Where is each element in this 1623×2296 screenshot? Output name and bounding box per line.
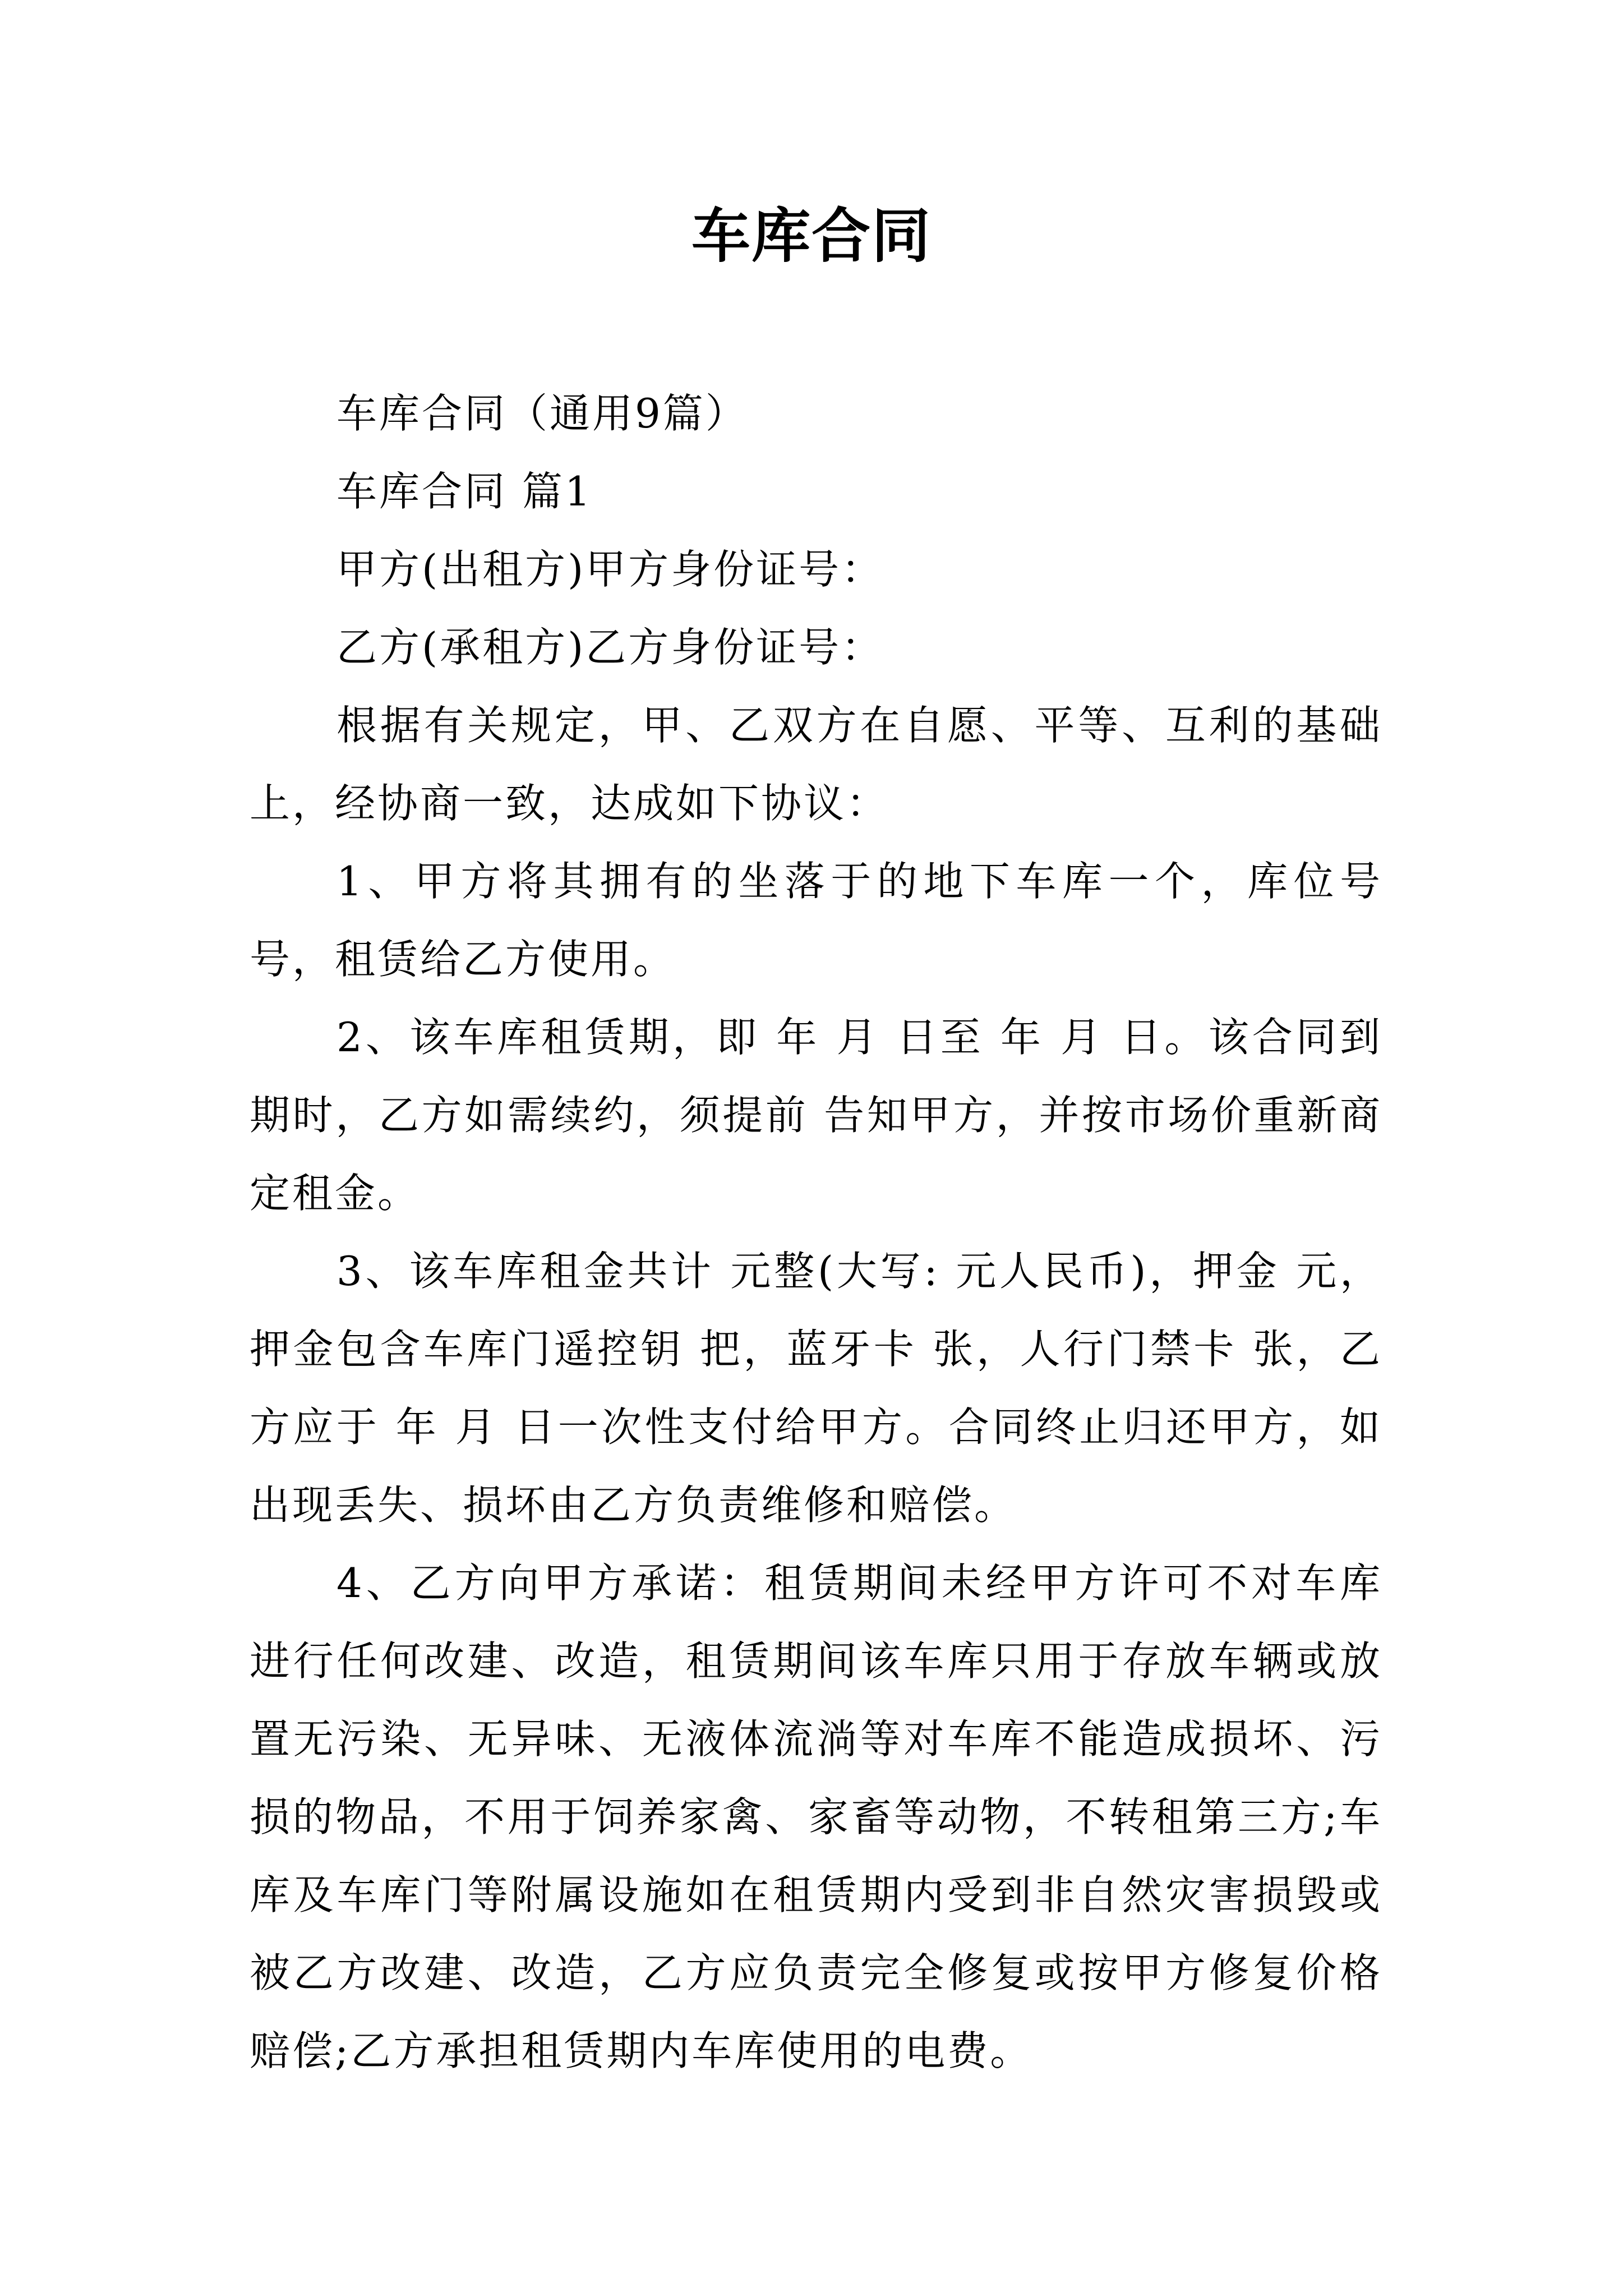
paragraph-clause-1: 1、甲方将其拥有的坐落于的地下车库一个，库位号号，租赁给乙方使用。 [250, 858, 1382, 983]
document-title: 车库合同 [691, 201, 932, 270]
paragraph-section-heading: 车库合同 篇1 [336, 468, 593, 515]
paragraph-clause-4: 4、乙方向甲方承诺：租赁期间未经甲方许可不对车库进行任何改建、改造，租赁期间该车库只用于存放车辆或放置无污染、无异味、无液体流淌等对车库不能造成损坏、污损的物品，不用于饲养家禽、家畜等动物，不转租第三方;车库及车库门等附属设施如在租赁期内受到非自然灾害损毁或被乙方改建、改造，乙方应负责完全修复或按甲方修复价格赔偿;乙方承担租赁期内车库使用的电费。 [250, 1559, 1382, 2074]
paragraph-subtitle: 车库合同（通用9篇） [336, 390, 748, 437]
paragraph-clause-2: 2、该车库租赁期，即 年 月 日至 年 月 日。该合同到期时，乙方如需续约，须提前 告知甲方，并按市场价重新商定租金。 [250, 1014, 1382, 1217]
paragraph-party-b: 乙方(承租方)乙方身份证号： [336, 624, 884, 671]
paragraph-preamble: 根据有关规定，甲、乙双方在自愿、平等、互利的基础上，经协商一致，达成如下协议： [250, 702, 1382, 827]
paragraph-clause-3: 3、该车库租金共计 元整(大写: 元人民币)，押金 元，押金包含车库门遥控钥 把，蓝牙卡 张，人行门禁卡 张，乙方应于 年 月 日一次性支付给甲方。合同终止归还甲方，如出现丢失、损坏由乙方负责维修和赔偿。 [250, 1248, 1382, 1529]
document-body [250, 375, 1382, 2090]
paragraph-party-a: 甲方(出租方)甲方身份证号： [336, 546, 884, 593]
